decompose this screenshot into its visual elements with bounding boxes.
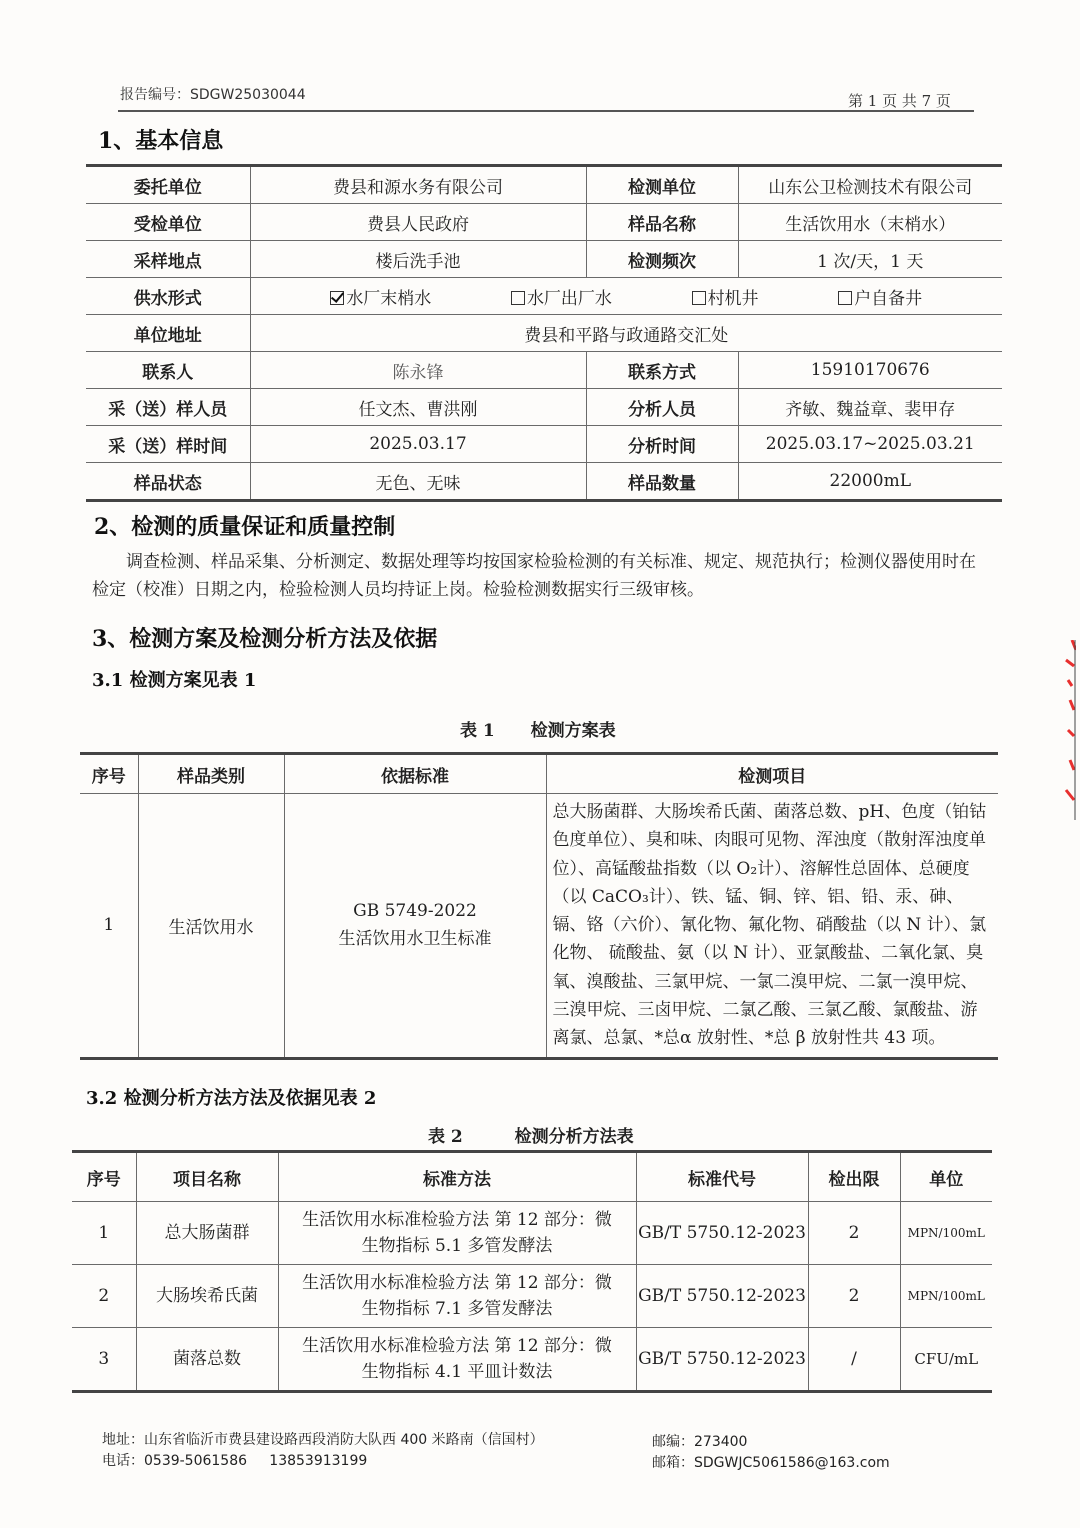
label-sampling-time: 采（送）样时间	[86, 426, 250, 463]
subsection-3-2-title: 3.2 检测分析方法方法及依据见表 2	[86, 1088, 377, 1109]
supply-option-label: 水厂出厂水	[526, 288, 612, 309]
cell-code: GB/T 5750.12-2023	[636, 1202, 808, 1265]
table-1-title: 检测方案表	[530, 721, 616, 741]
supply-option-label: 村机井	[707, 288, 759, 309]
label-analysts: 分析人员	[586, 389, 738, 426]
header-unit: 单位	[900, 1152, 992, 1202]
cell-method	[278, 1265, 636, 1328]
supply-option-private-well[interactable]	[838, 284, 922, 309]
footer-postal	[652, 1432, 890, 1474]
cell-item-name: 总大肠菌群	[136, 1202, 278, 1265]
value-contact-phone: 15910170676	[738, 352, 1002, 389]
table-row	[86, 426, 1002, 463]
subsection-3-1-title: 3.1 检测方案见表 1	[92, 670, 257, 691]
label-samplers: 采（送）样人员	[86, 389, 250, 426]
method-line-2: 生物指标 7.1 多管发酵法	[361, 1299, 553, 1319]
header-no: 序号	[72, 1152, 136, 1202]
value-sampling-site: 楼后洗手池	[250, 241, 586, 278]
method-line-1: 生活饮用水标准检验方法 第 12 部分：微	[302, 1336, 612, 1356]
value-analysis-time: 2025.03.17~2025.03.21	[738, 426, 1002, 463]
table-row	[86, 241, 1002, 278]
supply-option-village-well[interactable]	[692, 284, 759, 309]
checkbox-checked-icon[interactable]	[330, 291, 344, 305]
value-unit-address: 费县和平路与政通路交汇处	[250, 315, 1002, 352]
basic-info-table	[86, 164, 1002, 502]
label-contact-phone: 联系方式	[586, 352, 738, 389]
cell-category: 生活饮用水	[138, 794, 284, 1059]
header-standard: 依据标准	[284, 754, 546, 794]
value-frequency: 1 次/天，1 天	[738, 241, 1002, 278]
header-limit: 检出限	[808, 1152, 900, 1202]
header-method: 标准方法	[278, 1152, 636, 1202]
table-row	[72, 1265, 992, 1328]
cell-code: GB/T 5750.12-2023	[636, 1328, 808, 1392]
section-3-title: 3、检测方案及检测分析方法及依据	[92, 626, 438, 652]
method-line-1: 生活饮用水标准检验方法 第 12 部分：微	[302, 1210, 612, 1230]
cell-method	[278, 1328, 636, 1392]
value-samplers: 任文杰、曹洪刚	[250, 389, 586, 426]
label-unit-address: 单位地址	[86, 315, 250, 352]
supply-option-label: 水厂末梢水	[346, 288, 432, 309]
footer-address: 地址：山东省临沂市费县建设路西段消防大队西 400 米路南（信国村）	[102, 1432, 544, 1448]
checkbox-unchecked-icon[interactable]	[838, 291, 852, 305]
table-2-caption	[428, 1122, 634, 1147]
table-row	[86, 352, 1002, 389]
table-row	[86, 389, 1002, 426]
supply-option-plant-terminal[interactable]	[330, 284, 431, 309]
cell-unit: MPN/100mL	[900, 1265, 992, 1328]
table-1-number: 表 1	[460, 721, 495, 741]
value-analysts: 齐敏、魏益章、裴甲存	[738, 389, 1002, 426]
label-client: 委托单位	[86, 166, 250, 204]
header-category: 样品类别	[138, 754, 284, 794]
table-2-number: 表 2	[428, 1127, 463, 1147]
label-contact: 联系人	[86, 352, 250, 389]
value-sample-name: 生活饮用水（末梢水）	[738, 204, 1002, 241]
cell-no: 3	[72, 1328, 136, 1392]
quality-paragraph: 调查检测、样品采集、分析测定、数据处理等均按国家检验检测的有关标准、规定、规范执行；检测仪器使用时在检定（校准）日期之内，检验检测人员均持证上岗。检验检测数据实行三级审核。	[92, 552, 976, 600]
cell-items: 总大肠菌群、大肠埃希氏菌、菌落总数、pH、色度（铂钴色度单位）、臭和味、肉眼可见物、浑浊度（散射浑浊度单位）、高锰酸盐指数（以 O₂计）、溶解性总固体、总硬度（以 CaCO₃计）、铁、锰、铜、锌、铝、铅、汞、砷、镉、铬（六价）、氰化物、氟化物、硝酸盐（以 N 计）、氯化物、 硫酸盐、氨（以 N 计）、亚氯酸盐、二氧化氯、臭氧、溴酸盐、三氯甲烷、一氯二溴甲烷、二氯一溴甲烷、三溴甲烷、三卤甲烷、二氯乙酸、三氯乙酸、氯酸盐、游离氯、总氯、*总α 放射性、*总 β 放射性共 43 项。	[546, 794, 998, 1059]
label-testing-unit: 检测单位	[586, 166, 738, 204]
footer-contact	[102, 1430, 544, 1472]
value-testing-unit: 山东公卫检测技术有限公司	[738, 166, 1002, 204]
header-code: 标准代号	[636, 1152, 808, 1202]
cell-unit: MPN/100mL	[900, 1202, 992, 1265]
report-number	[120, 84, 306, 104]
seal-stamp-fragment	[1062, 640, 1076, 820]
standard-name: 生活饮用水卫生标准	[338, 929, 492, 950]
table-header-row	[72, 1152, 992, 1202]
page-info: 第 1 页 共 7 页	[848, 92, 951, 110]
cell-standard	[284, 794, 546, 1059]
section-2-title: 2、检测的质量保证和质量控制	[94, 514, 396, 540]
label-sample-name: 样品名称	[586, 204, 738, 241]
cell-no: 1	[80, 794, 138, 1059]
analysis-method-table	[72, 1150, 992, 1393]
cell-code: GB/T 5750.12-2023	[636, 1265, 808, 1328]
cell-limit: 2	[808, 1265, 900, 1328]
cell-no: 1	[72, 1202, 136, 1265]
header-items: 检测项目	[546, 754, 998, 794]
table-row	[86, 166, 1002, 204]
cell-item-name: 菌落总数	[136, 1328, 278, 1392]
supply-option-plant-outlet[interactable]	[511, 284, 612, 309]
label-analysis-time: 分析时间	[586, 426, 738, 463]
header-item-name: 项目名称	[136, 1152, 278, 1202]
method-line-2: 生物指标 5.1 多管发酵法	[361, 1236, 553, 1256]
table-row	[86, 315, 1002, 352]
table-row	[86, 204, 1002, 241]
supply-type-options	[250, 278, 1002, 315]
cell-limit: 2	[808, 1202, 900, 1265]
checkbox-unchecked-icon[interactable]	[692, 291, 706, 305]
cell-limit: /	[808, 1328, 900, 1392]
footer-postcode: 邮编：273400	[652, 1434, 748, 1450]
table-1-caption	[460, 716, 616, 741]
value-client: 费县和源水务有限公司	[250, 166, 586, 204]
header-no: 序号	[80, 754, 138, 794]
report-number-label: 报告编号：	[120, 87, 190, 103]
supply-option-label: 户自备井	[854, 288, 923, 309]
table-row	[86, 278, 1002, 315]
value-inspected-unit: 费县人民政府	[250, 204, 586, 241]
checkbox-unchecked-icon[interactable]	[511, 291, 525, 305]
method-line-1: 生活饮用水标准检验方法 第 12 部分：微	[302, 1273, 612, 1293]
value-sample-quantity: 22000mL	[738, 463, 1002, 501]
label-supply-type: 供水形式	[86, 278, 250, 315]
footer-phone: 电话：0539-5061586 13853913199	[102, 1453, 368, 1469]
value-contact: 陈永锋	[250, 352, 586, 389]
cell-unit: CFU/mL	[900, 1328, 992, 1392]
standard-code: GB 5749-2022	[353, 901, 477, 922]
table-row	[72, 1328, 992, 1392]
cell-method	[278, 1202, 636, 1265]
label-frequency: 检测频次	[586, 241, 738, 278]
label-sample-quantity: 样品数量	[586, 463, 738, 501]
report-number-value: SDGW25030044	[190, 87, 306, 103]
table-2-title: 检测分析方法表	[514, 1127, 634, 1147]
label-sampling-site: 采样地点	[86, 241, 250, 278]
header-divider	[118, 110, 974, 112]
value-sample-state: 无色、无味	[250, 463, 586, 501]
value-sampling-time: 2025.03.17	[250, 426, 586, 463]
section-1-title: 1、基本信息	[98, 128, 224, 154]
method-line-2: 生物指标 4.1 平皿计数法	[361, 1362, 553, 1382]
detection-plan-table	[80, 752, 998, 1060]
cell-no: 2	[72, 1265, 136, 1328]
table-row	[72, 1202, 992, 1265]
table-header-row	[80, 754, 998, 794]
table-row	[80, 794, 998, 1059]
label-sample-state: 样品状态	[86, 463, 250, 501]
table-row	[86, 463, 1002, 501]
label-inspected-unit: 受检单位	[86, 204, 250, 241]
cell-item-name: 大肠埃希氏菌	[136, 1265, 278, 1328]
footer-email: 邮箱：SDGWJC5061586@163.com	[652, 1455, 890, 1471]
